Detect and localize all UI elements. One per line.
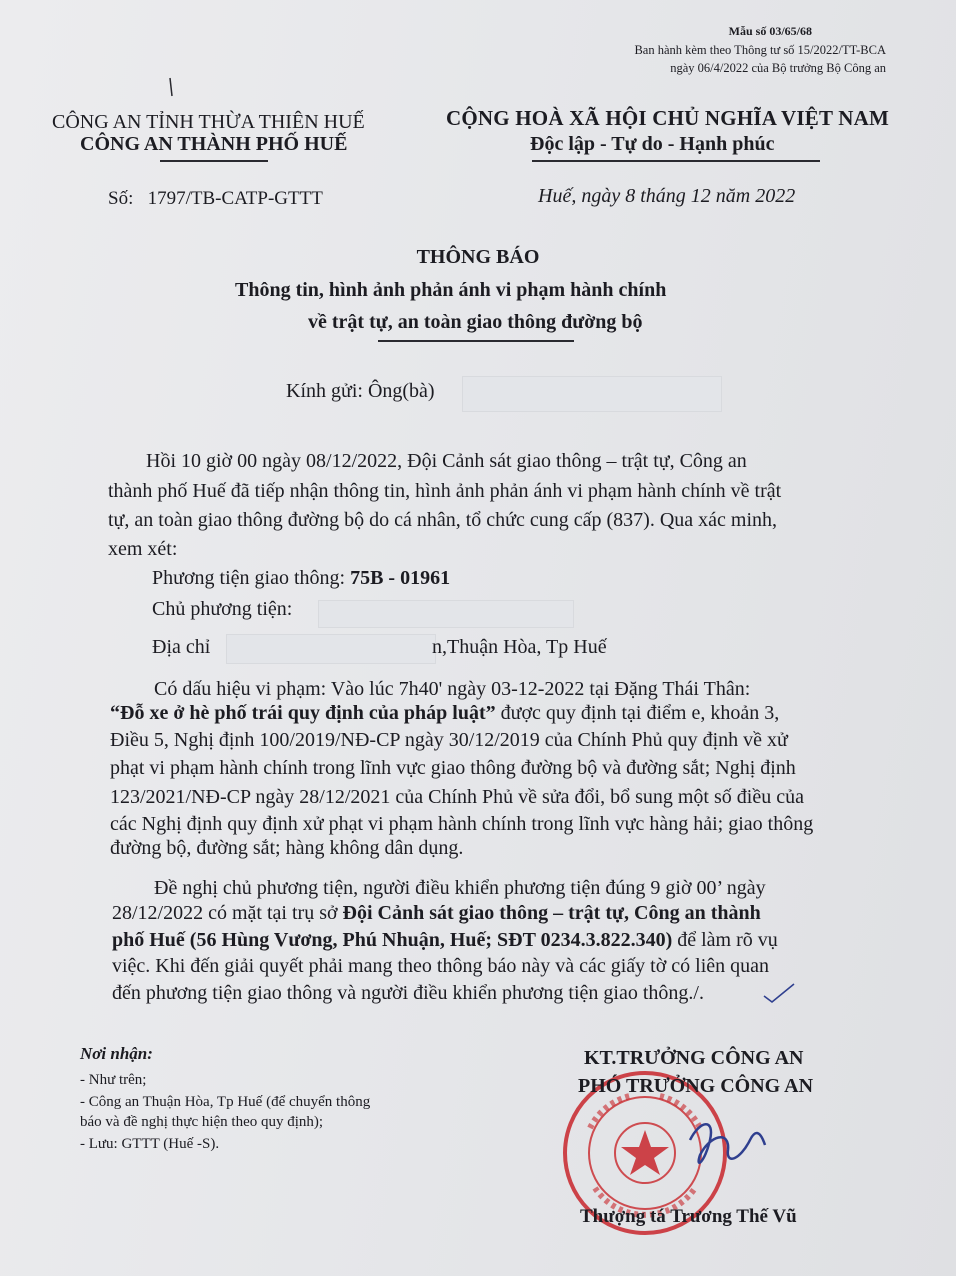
violation-quote: “Đỗ xe ở hè phố trái quy định của pháp luật” (110, 702, 496, 724)
form-basis (634, 41, 886, 77)
recipient-item: - Lưu: GTTT (Huế -S). (80, 1136, 220, 1152)
agency-parent: CÔNG AN TỈNH THỪA THIÊN HUẾ (52, 111, 365, 133)
violation-line2 (110, 702, 779, 725)
request-line5: đến phương tiện giao thông và người điều khiển phương tiện giao thông./. (112, 982, 704, 1004)
pen-check-mark (760, 978, 800, 1008)
handwritten-signature-icon (670, 1100, 790, 1180)
intro-line4: xem xét: (108, 538, 178, 560)
address-visible-part: n,Thuận Hòa, Tp Huế (432, 636, 607, 658)
national-motto: Độc lập - Tự do - Hạnh phúc (530, 133, 775, 155)
number-label: Số: (108, 188, 134, 209)
vehicle-line (152, 567, 450, 590)
request-line3-rest: để làm rõ vụ (672, 929, 778, 951)
number-value: 1797/TB-CATP-GTTT (147, 188, 323, 209)
intro-line1: Hồi 10 giờ 00 ngày 08/12/2022, Đội Cảnh sát giao thông – trật tự, Công an (146, 450, 747, 472)
violation-line7: đường bộ, đường sắt; hàng không dân dụng. (110, 837, 464, 859)
document-subtitle-line2: về trật tự, an toàn giao thông đường bộ (308, 311, 643, 333)
document-number (108, 188, 323, 210)
intro-line2: thành phố Huế đã tiếp nhận thông tin, hình ảnh phản ánh vi phạm hành chính về trật (108, 480, 782, 502)
form-basis-line1: Ban hành kèm theo Thông tư số 15/2022/TT-BCA (634, 43, 886, 57)
agency-underline (160, 160, 268, 162)
signature-title-line1: KT.TRƯỞNG CÔNG AN (584, 1047, 804, 1069)
redacted-address (226, 634, 436, 664)
request-line2 (112, 902, 761, 925)
recipient-item: - Như trên; (80, 1072, 147, 1088)
redacted-owner-name (318, 600, 574, 628)
redacted-recipient-name (462, 376, 722, 412)
violation-line6: các Nghị định quy định xử phạt vi phạm hành chính trong lĩnh vực hàng hải; giao thông (110, 813, 814, 835)
document-subtitle-line1: Thông tin, hình ảnh phản ánh vi phạm hành chính (235, 279, 667, 301)
license-plate: 75B - 01961 (350, 567, 451, 589)
title-underline (378, 340, 574, 342)
request-line2-start: 28/12/2022 có mặt tại trụ sở (112, 902, 343, 924)
country-name: CỘNG HOÀ XÃ HỘI CHỦ NGHĨA VIỆT NAM (446, 106, 889, 130)
vehicle-label: Phương tiện giao thông: (152, 567, 346, 589)
owner-label: Chủ phương tiện: (152, 598, 293, 620)
recipients-heading: Nơi nhận: (80, 1044, 153, 1063)
violation-line4: phạt vi phạm hành chính trong lĩnh vực giao thông đường bộ và đường sắt; Nghị định (110, 757, 796, 779)
request-office-name: Đội Cảnh sát giao thông – trật tự, Công an thành (342, 902, 761, 924)
request-line3 (112, 929, 778, 952)
salutation: Kính gửi: Ông(bà) (286, 380, 435, 402)
motto-underline (532, 160, 820, 162)
pen-tick-mark (160, 76, 180, 100)
signature-title-line2: PHÓ TRƯỞNG CÔNG AN (578, 1075, 814, 1097)
document-title: THÔNG BÁO (416, 246, 540, 268)
violation-line3: Điều 5, Nghị định 100/2019/NĐ-CP ngày 30/12/2019 của Chính Phủ quy định về xử (110, 729, 788, 751)
recipient-item: - Công an Thuận Hòa, Tp Huế (để chuyển thông (80, 1094, 371, 1110)
intro-line3: tự, an toàn giao thông đường bộ do cá nhân, tổ chức cung cấp (837). Qua xác minh, (108, 509, 778, 531)
form-basis-line2: ngày 06/4/2022 của Bộ trưởng Bộ Công an (670, 61, 886, 75)
agency-name: CÔNG AN THÀNH PHỐ HUẾ (80, 133, 348, 155)
violation-line2-rest: được quy định tại điểm e, khoản 3, (495, 702, 780, 724)
address-label: Địa chỉ (152, 636, 211, 658)
request-line4: việc. Khi đến giải quyết phải mang theo thông báo này và các giấy tờ có liên quan (112, 955, 770, 977)
form-number: Mẫu số 03/65/68 (728, 24, 812, 38)
signer-name: Thượng tá Trương Thế Vũ (580, 1206, 797, 1227)
violation-line1: Có dấu hiệu vi phạm: Vào lúc 7h40' ngày 03-12-2022 tại Đặng Thái Thân: (154, 678, 751, 700)
place-date: Huế, ngày 8 tháng 12 năm 2022 (538, 185, 796, 207)
request-line1: Đề nghị chủ phương tiện, người điều khiển phương tiện đúng 9 giờ 00’ ngày (154, 877, 766, 899)
recipient-item: báo và đề nghị thực hiện theo quy định); (80, 1114, 324, 1130)
violation-line5: 123/2021/NĐ-CP ngày 28/12/2021 của Chính Phủ về sửa đổi, bổ sung một số điều của (110, 786, 804, 808)
request-office-address: phố Huế (56 Hùng Vương, Phú Nhuận, Huế; SĐT 0234.3.822.340) (112, 929, 673, 951)
